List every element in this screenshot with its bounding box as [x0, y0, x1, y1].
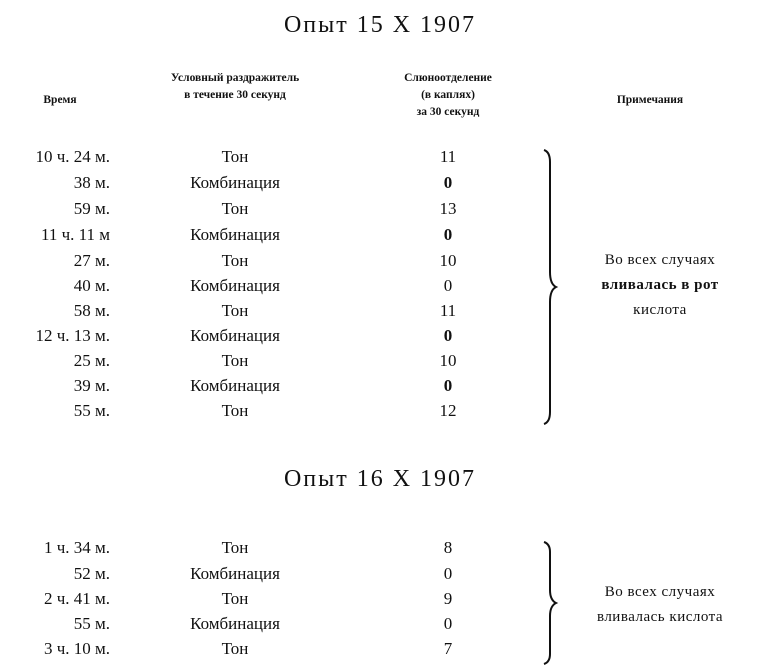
table-row: [0, 398, 760, 423]
experiment-2-note: [560, 580, 760, 630]
time-cell: 38 м.: [73, 173, 110, 192]
stimulus-cell: Тон: [221, 639, 249, 658]
saliva-cell: 0: [443, 564, 453, 583]
table-row: [0, 222, 760, 247]
time-cell: 52 м.: [73, 564, 110, 583]
saliva-cell: 0: [443, 376, 453, 395]
time-cell: 3 ч. 10 м.: [43, 639, 110, 658]
saliva-cell: 0: [443, 614, 453, 633]
saliva-cell: 12: [439, 401, 457, 420]
stimulus-cell: Тон: [221, 251, 249, 270]
time-cell: 55 м.: [73, 401, 110, 420]
stimulus-cell: Комбинация: [190, 276, 280, 295]
stimulus-cell: Тон: [221, 538, 249, 557]
time-cell: 59 м.: [73, 199, 110, 218]
saliva-cell: 10: [439, 251, 457, 270]
table-row: [0, 348, 760, 373]
table-row: [0, 636, 760, 661]
header-stimulus: [120, 70, 350, 104]
header-stimulus-line-2: в течение 30 секунд: [184, 89, 286, 101]
right-brace-icon: [540, 540, 560, 666]
time-cell: 11 ч. 11 м: [40, 225, 110, 244]
saliva-cell: 8: [443, 538, 453, 557]
note-line: кислота: [633, 302, 687, 318]
table-row: [0, 535, 760, 560]
stimulus-cell: Комбинация: [190, 376, 280, 395]
time-cell: 40 м.: [73, 276, 110, 295]
header-saliva-line-3: за 30 секунд: [416, 106, 480, 118]
note-line: Во всех случаях: [604, 584, 716, 600]
note-line: Во всех случаях: [604, 252, 716, 268]
note-line: вливалась в рот: [601, 277, 719, 293]
time-cell: 2 ч. 41 м.: [43, 589, 110, 608]
stimulus-cell: Комбинация: [190, 564, 280, 583]
time-cell: 39 м.: [73, 376, 110, 395]
saliva-cell: 10: [439, 351, 457, 370]
note-line: вливалась кислота: [596, 609, 724, 625]
saliva-cell: 9: [443, 589, 453, 608]
saliva-cell: 0: [443, 276, 453, 295]
stimulus-cell: Тон: [221, 401, 249, 420]
saliva-cell: 11: [439, 301, 457, 320]
header-stimulus-line-1: Условный раздражитель: [170, 72, 300, 84]
stimulus-cell: Тон: [221, 147, 249, 166]
time-cell: 25 м.: [73, 351, 110, 370]
time-cell: 10 ч. 24 м.: [35, 147, 110, 166]
header-saliva: [368, 70, 528, 121]
saliva-cell: 7: [443, 639, 453, 658]
time-cell: 12 ч. 13 м.: [35, 326, 110, 345]
stimulus-cell: Тон: [221, 351, 249, 370]
header-notes: Примечания: [616, 94, 684, 106]
stimulus-cell: Комбинация: [190, 225, 280, 244]
stimulus-cell: Комбинация: [190, 326, 280, 345]
table-row: [0, 196, 760, 221]
saliva-cell: 13: [439, 199, 457, 218]
saliva-cell: 0: [443, 173, 453, 192]
stimulus-cell: Комбинация: [190, 614, 280, 633]
table-row: [0, 170, 760, 195]
header-saliva-line-2: (в каплях): [421, 89, 475, 101]
experiment-2-title: Опыт 16 X 1907: [283, 466, 477, 492]
right-brace-icon: [540, 148, 560, 426]
header-saliva-line-1: Слюноотделение: [404, 72, 492, 84]
time-cell: 27 м.: [73, 251, 110, 270]
time-cell: 58 м.: [73, 301, 110, 320]
time-cell: 55 м.: [73, 614, 110, 633]
table-row: [0, 323, 760, 348]
table-row: [0, 144, 760, 169]
header-time: Время: [43, 94, 77, 106]
stimulus-cell: Тон: [221, 199, 249, 218]
stimulus-cell: Комбинация: [190, 173, 280, 192]
experiment-1-title: Опыт 15 X 1907: [283, 12, 477, 38]
saliva-cell: 11: [439, 147, 457, 166]
time-cell: 1 ч. 34 м.: [43, 538, 110, 557]
stimulus-cell: Тон: [221, 301, 249, 320]
saliva-cell: 0: [443, 326, 453, 345]
experiment-1-note: [560, 248, 760, 323]
saliva-cell: 0: [443, 225, 453, 244]
stimulus-cell: Тон: [221, 589, 249, 608]
table-row: [0, 373, 760, 398]
